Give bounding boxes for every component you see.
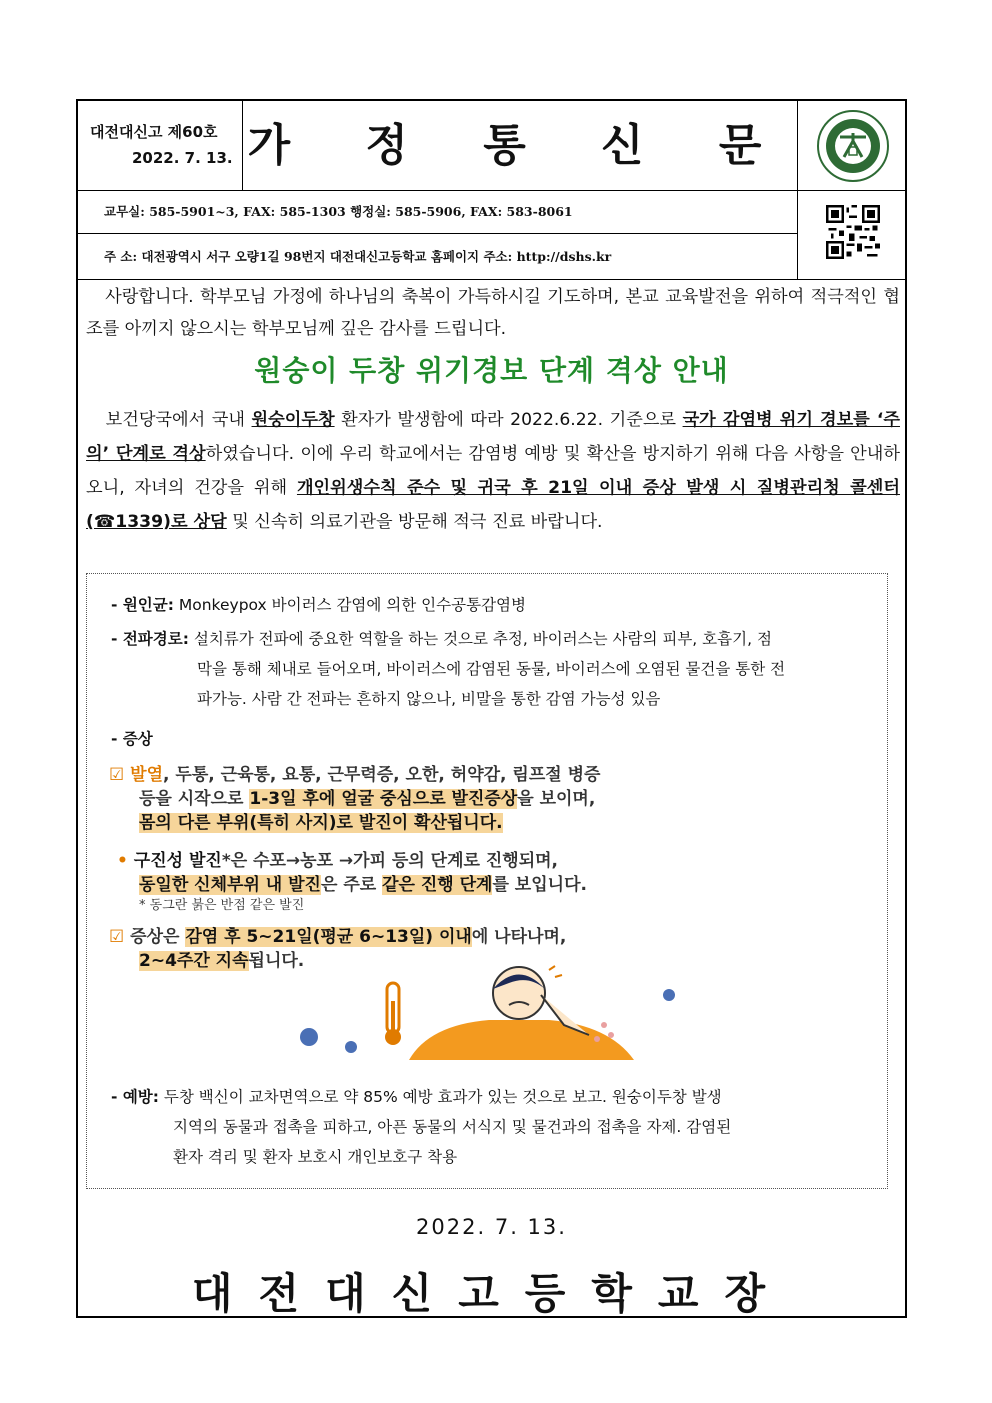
- cause-text: Monkeypox 바이러스 감염에 의한 인수공통감염병: [173, 596, 526, 614]
- symptom-l4a: 구진성 발진: [133, 851, 222, 871]
- symptom-l4b: *은 수포→농포 →가피 등의 단계로 진행되며,: [221, 851, 559, 871]
- symptom-l2a: 등을 시작으로: [139, 789, 250, 809]
- notice-underline-1: 원숭이두창: [251, 410, 335, 430]
- check-box-icon: ☑: [109, 765, 131, 785]
- symptom-l2c: 을 보이며,: [517, 789, 596, 809]
- symptom-l7a: 증상은: [130, 927, 186, 947]
- issue-number: 대전대신고 제60호: [90, 123, 218, 141]
- prevention-label: - 예방:: [111, 1088, 159, 1106]
- prevention-item: [111, 1082, 877, 1172]
- route-text-2: 막을 통해 체내로 들어오며, 바이러스에 감염된 동물, 바이러스에 오염된 물건을 통한 전: [197, 660, 786, 678]
- cause-item: [111, 590, 526, 620]
- info-box: [86, 573, 888, 1189]
- symptom-label-text: - 증상: [111, 730, 153, 748]
- header-row: [78, 101, 905, 191]
- headline: 원숭이 두창 위기경보 단계 격상 안내: [254, 354, 729, 387]
- notice-frame: [76, 99, 907, 1318]
- issue-date: 2022. 7. 13.: [132, 149, 233, 167]
- symptom-line-3: [139, 808, 503, 833]
- check-box-icon-2: ☑: [109, 927, 131, 947]
- symptom-line-8: [139, 946, 304, 971]
- page-title: 가 정 통 신 문: [247, 120, 792, 171]
- address-row: 주 소: 대전광역시 서구 오량1길 98번지 대전대신고등학교 홈페이지 주소: http://dshs.kr: [104, 249, 612, 264]
- route-text-3: 파가능. 사람 간 전파는 흔하지 않으나, 비말을 통한 감염 가능성 있음: [197, 690, 661, 708]
- prevention-text-1: 두창 백신이 교차면역으로 약 85% 예방 효과가 있는 것으로 보고. 원숭이두창 발생: [158, 1088, 722, 1106]
- symptom-line-5: [139, 870, 587, 895]
- sick-person-illustration: [289, 965, 739, 1060]
- symptom-l3: 몸의 다른 부위(특히 사지)로 발진이 확산됩니다.: [139, 813, 503, 833]
- contact-row: 교무실: 585-5901~3, FAX: 585-1303 행정실: 585-5906, FAX: 583-8061: [78, 190, 797, 234]
- symptom-l7b: 감염 후 5~21일(평균 6~13일) 이내: [185, 927, 472, 947]
- notice-text-1: 보건당국에서 국내: [105, 410, 252, 430]
- header-divider: [78, 279, 905, 280]
- symptom-line-1: [109, 760, 600, 785]
- issue-cell: [78, 101, 243, 190]
- route-item: [111, 624, 877, 714]
- symptom-l5a: 동일한 신체부위 내 발진: [139, 875, 321, 895]
- logo-cell: [797, 101, 906, 279]
- symptom-l5c: 같은 진행 단계: [382, 875, 493, 895]
- route-label: - 전파경로:: [111, 630, 189, 648]
- prevention-text-2: 지역의 동물과 접촉을 피하고, 아픈 동물의 서식지 및 물건과의 접촉을 자제. 감염된: [173, 1118, 732, 1136]
- school-principal: 대전대신고등학교장: [191, 1269, 792, 1318]
- qr-code-icon[interactable]: [826, 205, 880, 259]
- symptom-l7c: 에 나타나며,: [471, 927, 567, 947]
- symptom-line-4: [117, 846, 558, 871]
- symptom-line-6: * 동그란 붉은 반점 같은 발진: [139, 898, 305, 913]
- symptom-infographic: [109, 760, 869, 1060]
- symptom-l5d: 를 보입니다.: [492, 875, 587, 895]
- notice-paragraph: [86, 403, 900, 539]
- notice-underline-2: 국가 감염병 위기 경보를 ‘주의’ 단계로 격상: [86, 410, 900, 464]
- school-logo: [816, 109, 890, 183]
- notice-underline-3: 개인위생수칙 준수 및 귀국 후 21일 이내 증상 발생 시 질병관리청 콜센터(☎1339)로 상담: [86, 478, 900, 532]
- cause-label: - 원인균:: [111, 596, 174, 614]
- symptom-l2b: 1-3일 후에 얼굴 중심으로 발진증상: [249, 789, 518, 809]
- prevention-text-3: 환자 격리 및 환자 보호시 개인보호구 착용: [173, 1148, 458, 1166]
- notice-text-2: 환자가 발생함에 따라 2022.6.22. 기준으로: [334, 410, 683, 430]
- symptom-label: [111, 724, 153, 754]
- symptom-line-2: [139, 784, 595, 809]
- footer-date: 2022. 7. 13.: [416, 1215, 567, 1239]
- symptom-l8a: 2~4주간 지속: [139, 951, 249, 971]
- intro-paragraph: [86, 281, 900, 345]
- notice-text-3: 하였습니다. 이에 우리 학교에서는 감염병 예방 및 확산을 방지하기 위해 다음 사항을 안내하오니, 자녀의 건강을 위해: [86, 444, 900, 498]
- symptom-l5b: 은 주로: [320, 875, 383, 895]
- intro-text: 사랑합니다. 학부모님 가정에 하나님의 축복이 가득하시길 기도하며, 본교 교육발전을 위하여 적극적인 협조를 아끼지 않으시는 학부모님께 깊은 감사를 드립니다.: [86, 287, 901, 339]
- bullet-dot-icon: •: [117, 851, 134, 871]
- route-text-1: 설치류가 전파에 중요한 역할을 하는 것으로 추정, 바이러스는 사람의 피부, 호흡기, 점: [188, 630, 772, 648]
- symptom-list: , 두통, 근육통, 요통, 근무력증, 오한, 허약감, 림프절 병증: [163, 765, 601, 785]
- symptom-line-7: [109, 922, 566, 947]
- symptom-fever: 발열: [130, 765, 164, 785]
- notice-text-4: 및 신속히 의료기관을 방문해 적극 진료 바랍니다.: [226, 512, 603, 532]
- symptom-l8b: 됩니다.: [248, 951, 305, 971]
